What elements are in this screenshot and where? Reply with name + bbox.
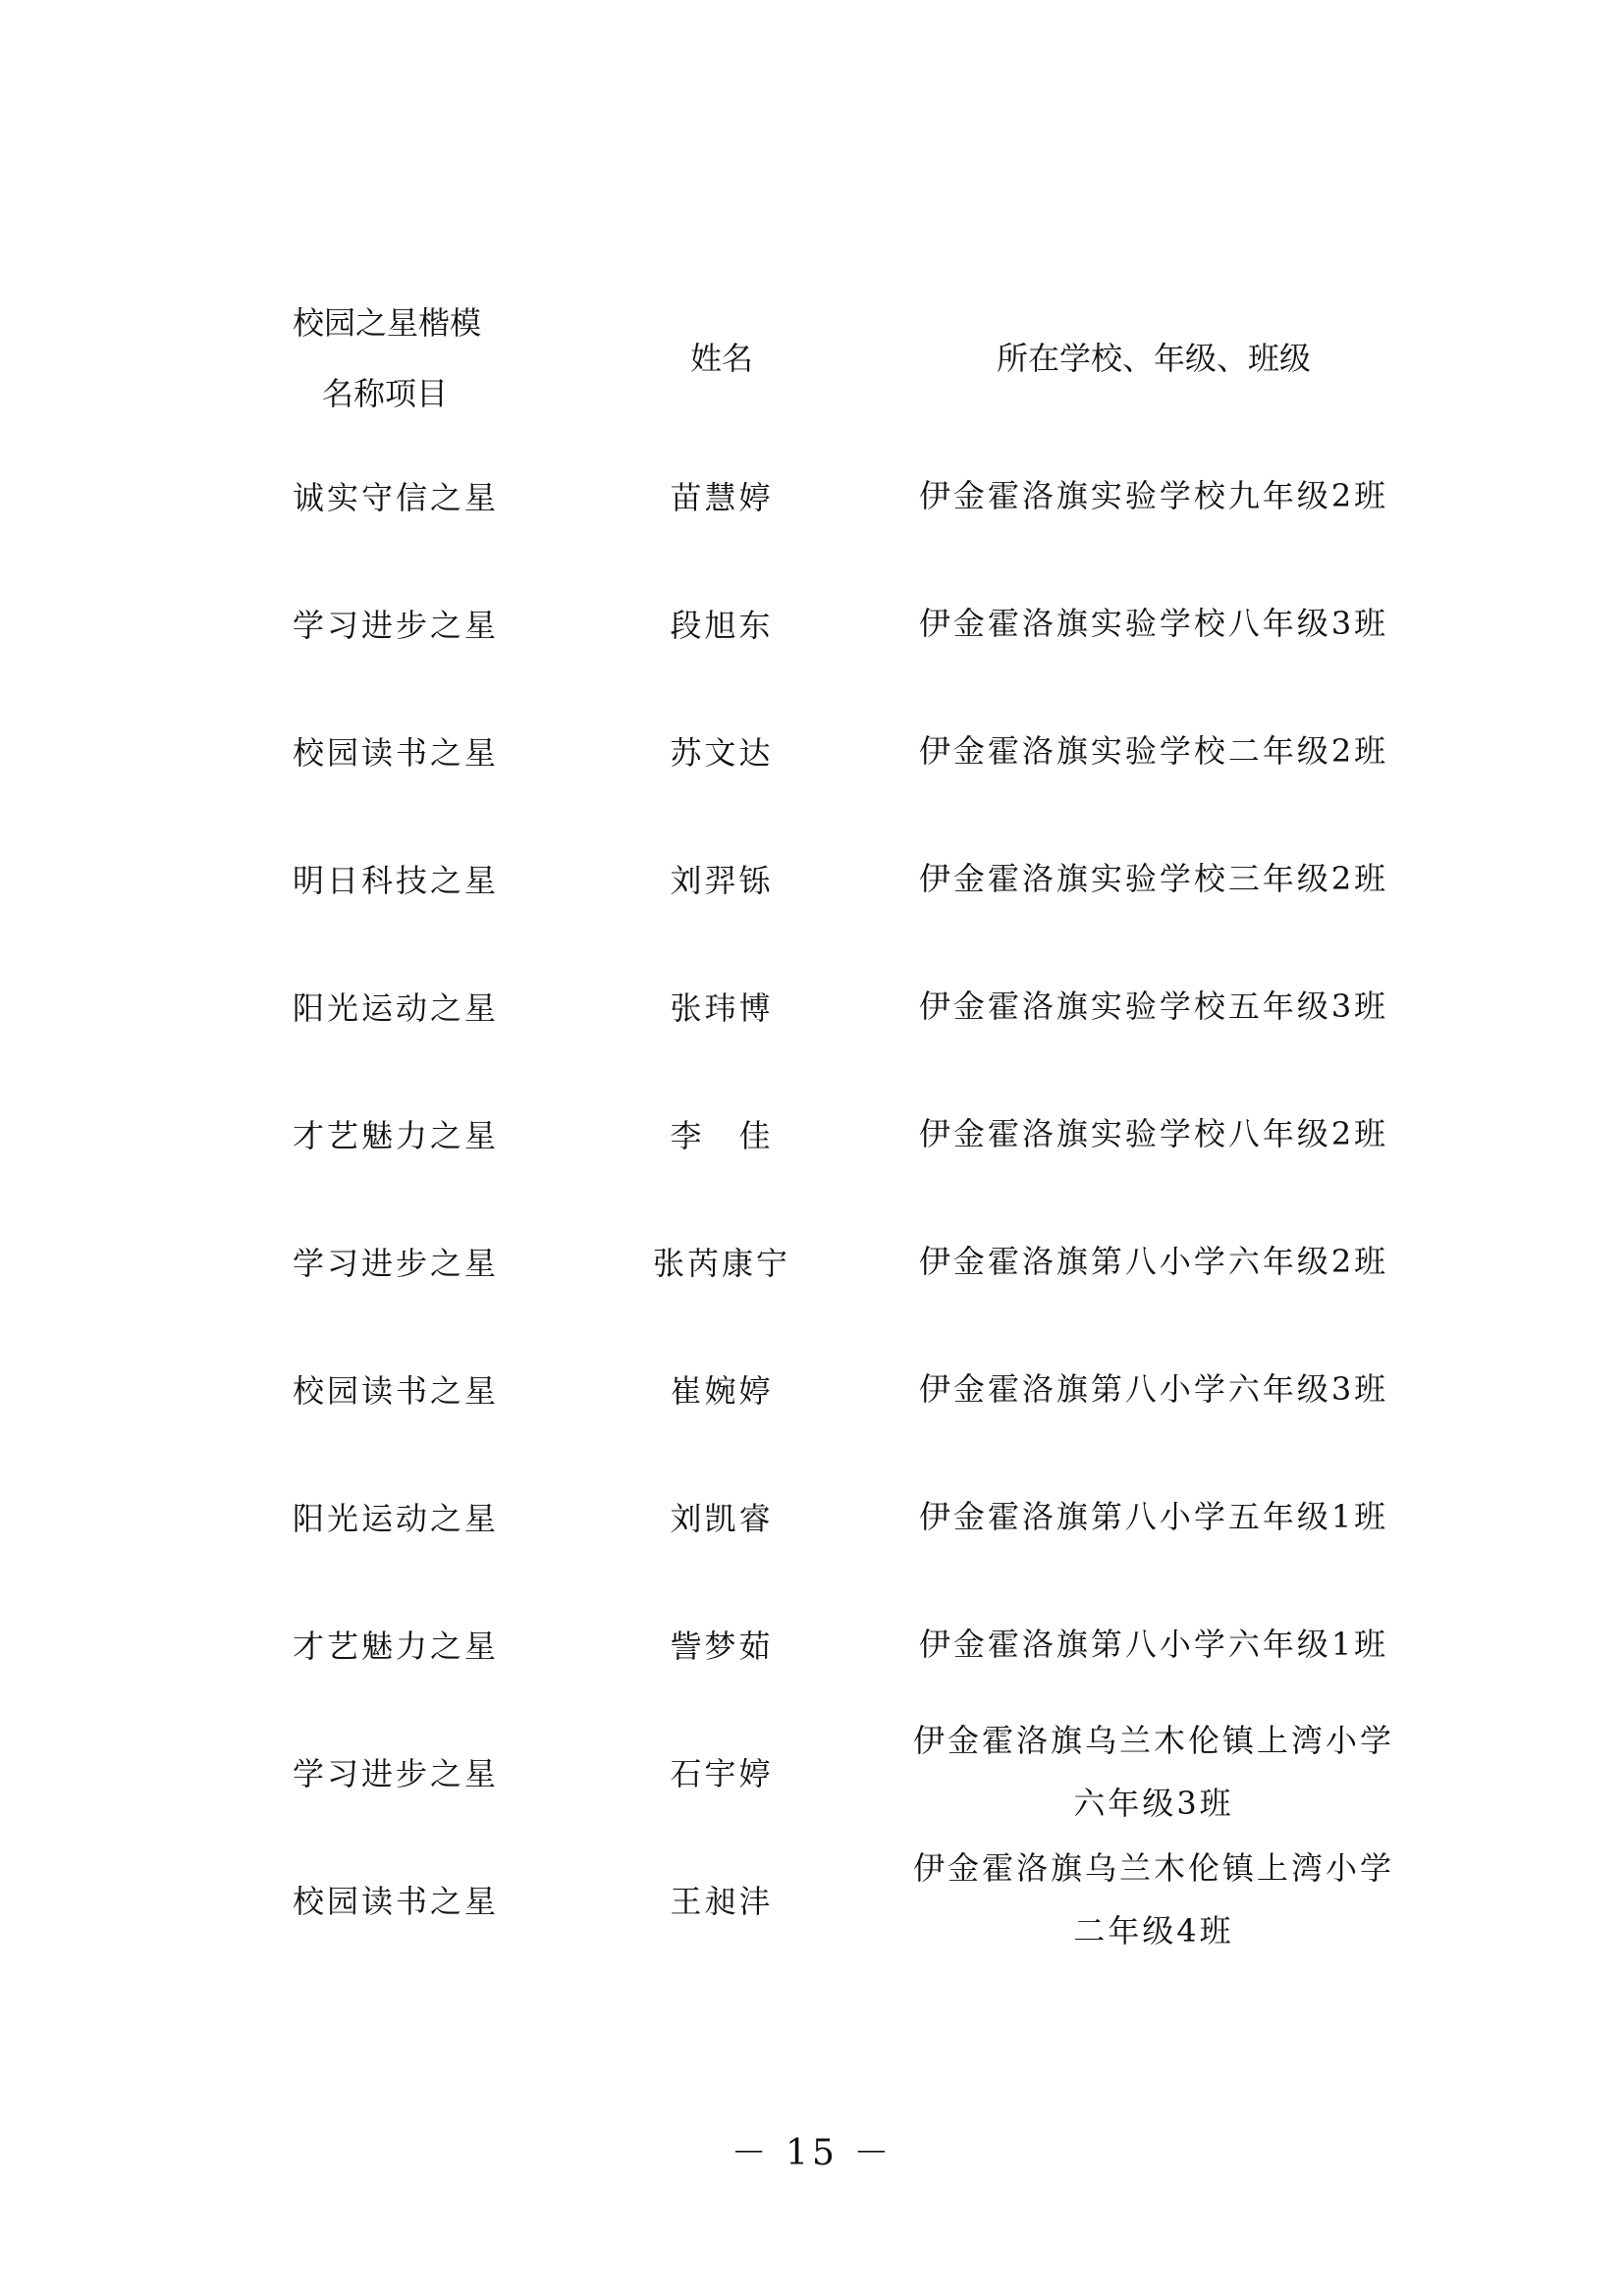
header-row: [245, 285, 1404, 432]
name-cell: 张玮博: [670, 989, 774, 1027]
name-cell: 刘羿铄: [670, 862, 774, 899]
header-name: 姓名: [689, 340, 753, 377]
award-cell: 学习进步之星: [293, 1755, 500, 1792]
name-cell: 苗慧婷: [670, 479, 774, 516]
name-cell: 李 佳: [670, 1117, 774, 1154]
name-cell: 张芮康宁: [652, 1245, 790, 1282]
award-cell: 校园读书之星: [293, 1372, 500, 1410]
table-row: [245, 942, 1404, 1070]
school-cell: 伊金霍洛旗实验学校五年级3班: [918, 988, 1389, 1025]
name-cell: 刘凯睿: [670, 1500, 774, 1537]
school-cell: 伊金霍洛旗实验学校九年级2班: [918, 477, 1389, 514]
school-cell: 伊金霍洛旗第八小学五年级1班: [918, 1498, 1389, 1535]
award-cell: 校园读书之星: [293, 734, 500, 772]
school-cell: 伊金霍洛旗实验学校二年级2班: [918, 732, 1389, 770]
award-cell: 学习进步之星: [293, 1245, 500, 1282]
award-cell: 才艺魅力之星: [293, 1628, 500, 1665]
award-cell: 明日科技之星: [293, 862, 500, 899]
school-cell: 伊金霍洛旗实验学校三年级2班: [918, 860, 1389, 897]
school-cell: 伊金霍洛旗实验学校八年级3班: [918, 605, 1389, 642]
table-row: [245, 1070, 1404, 1198]
name-cell: 段旭东: [670, 607, 774, 644]
table-row: [245, 432, 1404, 560]
table-row: [245, 560, 1404, 687]
name-cell: 崔婉婷: [670, 1372, 774, 1410]
school-cell: 伊金霍洛旗第八小学六年级3班: [918, 1370, 1389, 1408]
header-school: 所在学校、年级、班级: [996, 340, 1311, 377]
table-body: [245, 432, 1404, 1963]
table-row: [245, 1198, 1404, 1325]
school-line1: 伊金霍洛旗乌兰木伦镇上湾小学: [912, 1722, 1394, 1759]
table-row: [245, 1708, 1404, 1836]
award-cell: 学习进步之星: [293, 607, 500, 644]
award-cell: 阳光运动之星: [293, 989, 500, 1027]
name-cell: 訾梦茹: [670, 1628, 774, 1665]
table-header: [245, 285, 1404, 432]
award-cell: 校园读书之星: [293, 1883, 500, 1920]
table-row: [245, 687, 1404, 815]
header-award-category: [245, 285, 540, 432]
table-row: [245, 1325, 1404, 1453]
award-cell: 诚实守信之星: [293, 479, 500, 516]
table-row: [245, 1453, 1404, 1580]
name-cell: 王昶沣: [670, 1883, 774, 1920]
header-award-line2: 名称项目: [322, 375, 449, 412]
school-cell: 伊金霍洛旗第八小学六年级2班: [918, 1243, 1389, 1280]
name-cell: 石宇婷: [670, 1755, 774, 1792]
school-cell: 伊金霍洛旗第八小学六年级1班: [918, 1626, 1389, 1663]
table-row: [245, 1836, 1404, 1963]
school-line2: 六年级3班: [1073, 1785, 1234, 1822]
header-award-line1: 校园之星楷模: [293, 304, 482, 342]
award-cell: 阳光运动之星: [293, 1500, 500, 1537]
page-number: － 15 －: [731, 2133, 893, 2173]
award-roster-table: [245, 285, 1404, 1963]
name-cell: 苏文达: [670, 734, 774, 772]
school-line2: 二年级4班: [1073, 1912, 1234, 1949]
table-row: [245, 815, 1404, 942]
school-cell: [903, 1836, 1404, 1963]
school-cell: 伊金霍洛旗实验学校八年级2班: [918, 1115, 1389, 1152]
award-cell: 才艺魅力之星: [293, 1117, 500, 1154]
school-line1: 伊金霍洛旗乌兰木伦镇上湾小学: [912, 1849, 1394, 1887]
school-cell: [903, 1708, 1404, 1836]
table-row: [245, 1580, 1404, 1708]
